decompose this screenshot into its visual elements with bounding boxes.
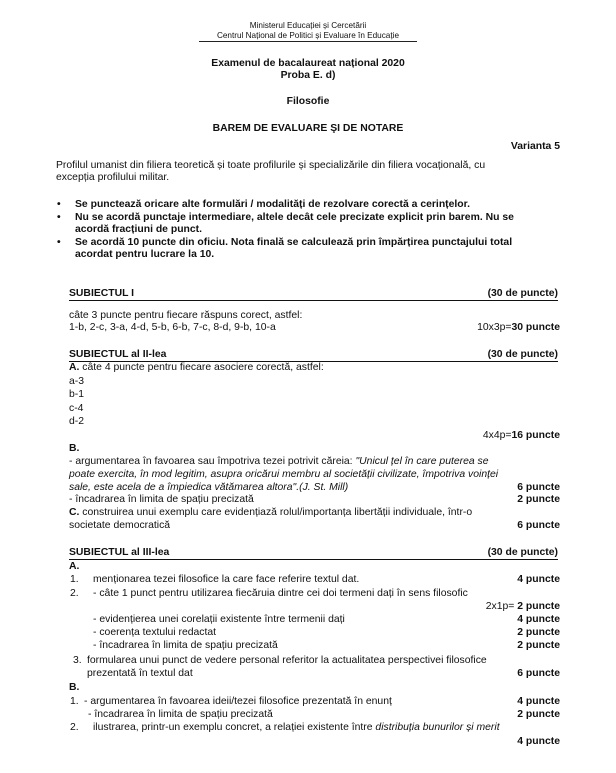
s3-a3-score: 6 puncte bbox=[517, 668, 560, 679]
s2-c-text: construirea unui exemplu care evidențiază rolul/importanța libertății individuale, într-o bbox=[79, 507, 473, 518]
s3-b2-text: ilustrarea, printr-un exemplu concret, a relației existente între bbox=[93, 722, 376, 733]
s3-a3-num: 3. bbox=[73, 655, 82, 666]
s1-underline bbox=[69, 300, 558, 301]
s2-c-score: 6 puncte bbox=[517, 520, 560, 531]
s2-c-line-1 bbox=[69, 507, 472, 518]
rule-2-line-2: acordă fracțiuni de punct. bbox=[75, 224, 203, 235]
s3-b1-num: 1. bbox=[70, 696, 79, 707]
s3-a3-line-2: prezentată în textul dat bbox=[87, 668, 193, 679]
s3-a2-num: 2. bbox=[70, 588, 79, 599]
s2-c-label: C. bbox=[69, 507, 80, 518]
bullet-icon: • bbox=[57, 212, 61, 223]
s2-c-line-2: societate democratică bbox=[69, 520, 171, 531]
s3-a2-sub-text: - evidențierea unei corelații existente între termenii dați bbox=[93, 614, 345, 625]
s3-a2-score-formula: 2x1p= bbox=[485, 601, 518, 612]
s1-score-total: 30 puncte bbox=[511, 322, 560, 333]
s2-b-score-1: 6 puncte bbox=[517, 482, 560, 493]
s2-b-line-1-text: - argumentarea în favoarea sau împotriva tezei potrivit căreia: bbox=[69, 456, 356, 467]
s2-a-item: b-1 bbox=[69, 389, 85, 400]
s2-b-line-2: poate exercita, în mod legitim, asupra oricărui membru al societății civilizate, împotriva voinței bbox=[69, 469, 499, 480]
s3-a2-sub-score: 2 puncte bbox=[517, 627, 560, 638]
s3-b1-sub-text: - încadrarea în limita de spațiu precizată bbox=[88, 709, 273, 720]
bullet-icon: • bbox=[57, 199, 61, 210]
intro-line-1: Profilul umanist din filiera teoretică și toate profilurile și specializările din filiera vocațională, cu bbox=[56, 160, 486, 171]
s2-a-label: A. bbox=[69, 362, 80, 373]
intro-line-2: excepția profilului militar. bbox=[56, 172, 170, 183]
header-underline bbox=[199, 41, 417, 42]
s1-score-formula: 10x3p= bbox=[477, 322, 512, 333]
rule-2-line-1: Nu se acordă punctaje intermediare, altele decât cele precizate explicit prin barem. Nu se bbox=[75, 212, 514, 223]
s3-a1-num: 1. bbox=[70, 574, 79, 585]
s2-b-line-1 bbox=[69, 456, 489, 467]
s2-b-line-4: - încadrarea în limita de spațiu precizată bbox=[69, 494, 254, 505]
s2-b-label: B. bbox=[69, 443, 80, 454]
s3-a3-line-1: formularea unui punct de vedere personal referitor la actualitatea perspectivei filosofice bbox=[87, 655, 487, 666]
s2-title: SUBIECTUL al II-lea bbox=[69, 349, 167, 360]
s3-a-label: A. bbox=[69, 561, 80, 572]
s2-points: (30 de puncte) bbox=[487, 349, 558, 360]
s2-a-line bbox=[69, 362, 324, 373]
s3-a2-sub-score: 2 puncte bbox=[517, 640, 560, 651]
s2-b-quote-end: sale, este acela de a împiedica vătămarea altora". bbox=[69, 482, 300, 493]
s3-a1-score: 4 puncte bbox=[517, 574, 560, 585]
s2-a-text: câte 4 puncte pentru fiecare asociere corectă, astfel: bbox=[79, 362, 324, 373]
s2-b-line-3 bbox=[69, 482, 348, 493]
s3-a1-text: menționarea tezei filosofice la care face referire textul dat. bbox=[93, 574, 360, 585]
s3-a2-text: - câte 1 punct pentru utilizarea fiecăruia dintre cei doi termeni dați în sens filosofic bbox=[93, 588, 468, 599]
rule-3-line-2: acordat pentru lucrare la 10. bbox=[75, 249, 215, 260]
s3-b2-score: 4 puncte bbox=[517, 736, 560, 747]
bullet-icon: • bbox=[57, 237, 61, 248]
center-name: Centrul Național de Politici și Evaluare în Educație bbox=[216, 31, 400, 40]
s3-b1-sub-score: 2 puncte bbox=[517, 709, 560, 720]
s1-score bbox=[477, 322, 560, 333]
s3-b2-num: 2. bbox=[70, 722, 79, 733]
variant-label: Varianta 5 bbox=[510, 141, 560, 152]
s3-b1-text: - argumentarea în favoarea ideii/tezei filosofice prezentată în enunț bbox=[84, 696, 392, 707]
s3-b1-score: 4 puncte bbox=[517, 696, 560, 707]
s3-points: (30 de puncte) bbox=[487, 547, 558, 558]
s3-title: SUBIECTUL al III-lea bbox=[69, 547, 170, 558]
s2-a-item: d-2 bbox=[69, 416, 85, 427]
s3-a2-sub-text: - încadrarea în limita de spațiu precizată bbox=[93, 640, 278, 651]
ministry-name: Ministerul Educației și Cercetării bbox=[249, 21, 367, 30]
barem-title: BAREM DE EVALUARE ŞI DE NOTARE bbox=[212, 123, 404, 134]
rule-3-line-1: Se acordă 10 puncte din oficiu. Nota finală se calculează prin împărțirea punctajului total bbox=[75, 237, 513, 248]
s3-a2-sub-score: 4 puncte bbox=[517, 614, 560, 625]
proba-title: Proba E. d) bbox=[280, 70, 336, 81]
s2-a-item: a-3 bbox=[69, 376, 85, 387]
s3-b2-line bbox=[93, 722, 500, 733]
s2-b-source: (J. St. Mill) bbox=[299, 482, 349, 493]
s1-points: (30 de puncte) bbox=[487, 288, 558, 299]
s3-b-label: B. bbox=[69, 682, 80, 693]
s1-answers: 1-b, 2-c, 3-a, 4-d, 5-b, 6-b, 7-c, 8-d, 9-b, 10-a bbox=[69, 322, 276, 333]
s3-underline bbox=[69, 559, 558, 560]
s1-line: câte 3 puncte pentru fiecare răspuns corect, astfel: bbox=[69, 310, 303, 321]
subject-title: Filosofie bbox=[286, 96, 330, 107]
s2-a-score-formula: 4x4p= bbox=[482, 430, 512, 441]
exam-title: Examenul de bacalaureat național 2020 bbox=[211, 58, 405, 69]
s3-a2-score-total: 2 puncte bbox=[517, 601, 560, 612]
s3-a2-sub-text: - coerența textului redactat bbox=[93, 627, 217, 638]
s2-a-item: c-4 bbox=[69, 403, 84, 414]
s3-b2-italic: distribuția bunurilor și merit bbox=[375, 722, 500, 733]
rule-1: Se punctează oricare alte formulări / modalități de rezolvare corectă a cerințelor. bbox=[75, 199, 470, 210]
s2-a-score bbox=[483, 430, 560, 441]
s2-b-score-2: 2 puncte bbox=[517, 494, 560, 505]
s2-b-quote-start: "Unicul țel în care puterea se bbox=[355, 456, 489, 467]
s1-title: SUBIECTUL I bbox=[69, 288, 135, 299]
s2-a-score-total: 16 puncte bbox=[511, 430, 560, 441]
s3-a2-score bbox=[486, 601, 560, 612]
